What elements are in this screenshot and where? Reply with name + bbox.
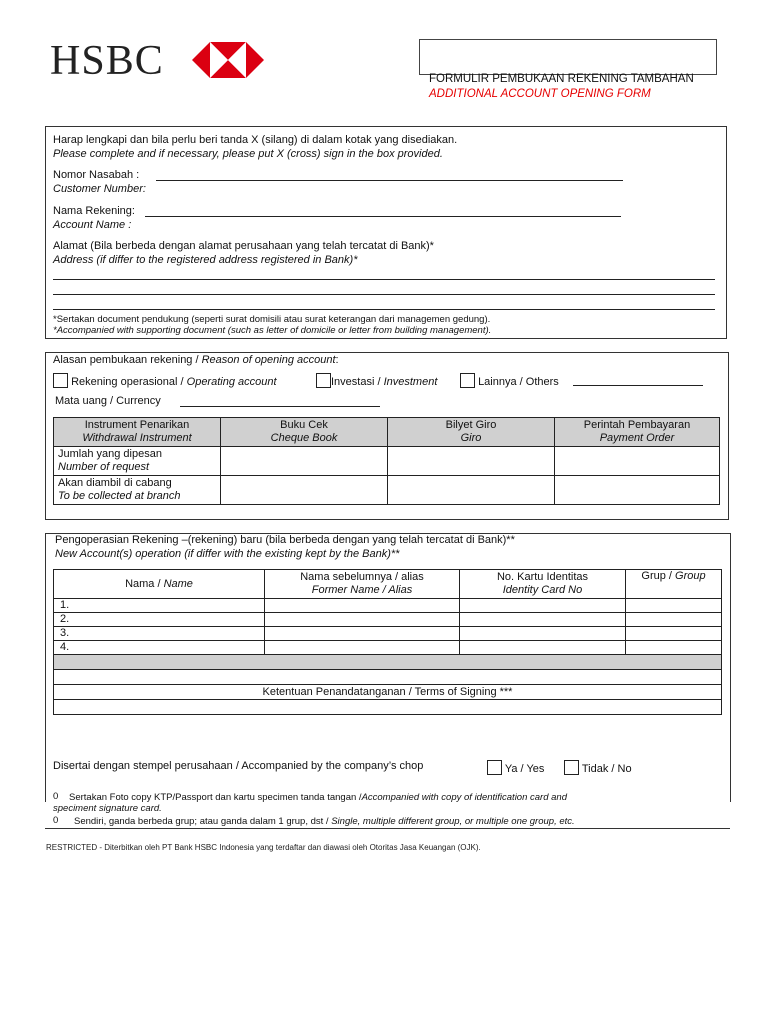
hsbc-hexagon-icon xyxy=(192,42,264,78)
note2-en: Single, multiple different group, or multiple one group, etc. xyxy=(331,816,575,827)
supporting-doc-note-id: *Sertakan document pendukung (seperti surat domisili atau surat keterangan dari managemen gedung). xyxy=(53,314,491,325)
identity-cell[interactable] xyxy=(460,613,626,627)
instruction-id: Harap lengkapi dan bila perlu beri tanda X (silang) di dalam kotak yang disediakan. xyxy=(53,134,458,146)
header-former-en: Former Name / Alias xyxy=(311,584,413,596)
header-identity-id: No. Kartu Identitas xyxy=(496,571,589,583)
blank-row[interactable] xyxy=(54,670,722,685)
signatory-header-row xyxy=(54,570,722,599)
row-label-request xyxy=(54,447,221,476)
header-name-id: Nama / xyxy=(125,577,164,590)
table-row xyxy=(54,670,722,685)
form-title-en: ADDITIONAL ACCOUNT OPENING FORM xyxy=(429,88,651,100)
account-name-label: Nama Rekening: xyxy=(53,205,135,217)
address-line-2[interactable] xyxy=(53,294,715,295)
account-name-label-en: Account Name : xyxy=(53,219,132,231)
table-row xyxy=(54,599,722,613)
identity-cell[interactable] xyxy=(460,627,626,641)
withdrawal-instrument-table xyxy=(53,417,720,505)
group-cell[interactable] xyxy=(626,627,722,641)
former-name-cell[interactable] xyxy=(265,641,460,655)
note2-line xyxy=(74,816,575,827)
chop-yes-option xyxy=(487,760,544,776)
row-number: 1. xyxy=(54,599,265,613)
group-cell[interactable] xyxy=(626,599,722,613)
header-cheque-id: Buku Cek xyxy=(280,419,328,431)
reference-box[interactable] xyxy=(419,39,717,75)
customer-number-label-en: Customer Number: xyxy=(53,183,146,195)
row-number: 2. xyxy=(54,613,265,627)
header-group-id: Grup / xyxy=(641,570,676,582)
chop-no-checkbox[interactable] xyxy=(564,760,579,775)
customer-number-label: Nomor Nasabah : xyxy=(53,169,140,181)
header-name-en: Name xyxy=(163,577,193,590)
reason-label xyxy=(53,354,339,367)
others-checkbox[interactable] xyxy=(460,373,475,388)
investment-label-en: Investment xyxy=(383,376,438,388)
payment-request-cell[interactable] xyxy=(555,447,720,476)
table-row xyxy=(54,685,722,700)
investment-checkbox[interactable] xyxy=(316,373,331,388)
form-title-id: FORMULIR PEMBUKAAN REKENING TAMBAHAN xyxy=(429,73,694,85)
former-name-cell[interactable] xyxy=(265,599,460,613)
chop-yes-label: Ya / Yes xyxy=(504,763,545,775)
chop-yes-checkbox[interactable] xyxy=(487,760,502,775)
instrument-header xyxy=(54,418,221,447)
bullet-marker: 0 xyxy=(53,791,59,802)
signatory-table xyxy=(53,569,722,715)
giro-branch-cell[interactable] xyxy=(388,476,555,505)
operation-label-en: New Account(s) operation (if differ with the existing kept by the Bank)** xyxy=(55,548,400,560)
cheque-book-header xyxy=(221,418,388,447)
customer-number-field[interactable] xyxy=(156,180,623,181)
hsbc-logo-text: HSBC xyxy=(50,38,164,84)
row-request-id: Jumlah yang dipesan xyxy=(58,448,162,460)
identity-header xyxy=(460,570,626,599)
row-number: 4. xyxy=(54,641,265,655)
payment-order-header xyxy=(555,418,720,447)
grey-divider-row xyxy=(54,655,722,670)
operating-label-en: Operating account xyxy=(186,376,277,388)
currency-field[interactable] xyxy=(180,406,380,407)
company-chop-question: Disertai dengan stempel perusahaan / Accompanied by the company’s chop xyxy=(53,760,424,772)
reason-label-colon: : xyxy=(335,354,339,366)
header-payment-en: Payment Order xyxy=(599,432,675,444)
header-group-en: Group xyxy=(675,570,706,582)
bullet-marker: 0 xyxy=(53,815,59,826)
identity-cell[interactable] xyxy=(460,599,626,613)
header-former-id: Nama sebelumnya / alias xyxy=(300,571,424,583)
giro-request-cell[interactable] xyxy=(388,447,555,476)
former-name-header xyxy=(265,570,460,599)
table-row xyxy=(54,641,722,655)
operating-account-checkbox[interactable] xyxy=(53,373,68,388)
table-row xyxy=(54,700,722,715)
account-name-field[interactable] xyxy=(145,216,621,217)
note1-id: Sertakan Foto copy KTP/Passport dan kartu specimen tanda tangan / xyxy=(69,792,362,803)
reason-label-id: Alasan pembukaan rekening / xyxy=(53,354,202,366)
operating-label-id: Rekening operasional / xyxy=(71,376,187,388)
option-others xyxy=(460,373,559,389)
option-investment xyxy=(316,373,437,389)
name-header xyxy=(54,570,265,599)
note1-line xyxy=(69,792,567,803)
note1-en-continued: speciment signature card. xyxy=(53,803,162,814)
currency-label: Mata uang / Currency xyxy=(55,395,161,407)
row-label-branch xyxy=(54,476,221,505)
former-name-cell[interactable] xyxy=(265,613,460,627)
chop-no-option xyxy=(564,760,632,776)
cheque-request-cell[interactable] xyxy=(221,447,388,476)
table-row xyxy=(54,476,720,505)
signing-terms-label: Ketentuan Penandatanganan / Terms of Signing *** xyxy=(54,685,722,700)
address-label: Alamat (Bila berbeda dengan alamat perusahaan yang telah tercatat di Bank)* xyxy=(53,240,434,252)
operation-label: Pengoperasian Rekening –(rekening) baru (bila berbeda dengan yang telah tercatat di Bank)** xyxy=(55,534,515,546)
address-label-en: Address (if differ to the registered address registered in Bank)* xyxy=(53,254,358,266)
address-line-1[interactable] xyxy=(53,279,715,280)
supporting-doc-note-en: *Accompanied with supporting document (such as letter of domicile or letter from building management). xyxy=(53,325,492,336)
header-instrument-id: Instrument Penarikan xyxy=(84,419,190,431)
address-line-3[interactable] xyxy=(53,309,715,310)
group-cell[interactable] xyxy=(626,641,722,655)
investment-label-id: Investasi / xyxy=(331,376,384,388)
table-row xyxy=(54,613,722,627)
header-cheque-en: Cheque Book xyxy=(270,432,338,444)
table-row xyxy=(54,627,722,641)
restricted-footer: RESTRICTED - Diterbitkan oleh PT Bank HSBC Indonesia yang terdaftar dan diawasi oleh Otoritas Jasa Keuangan (OJK). xyxy=(46,843,481,852)
instruction-en: Please complete and if necessary, please put X (cross) sign in the box provided. xyxy=(53,148,443,160)
section-bottom-rule xyxy=(45,828,730,829)
header-payment-id: Perintah Pembayaran xyxy=(583,419,691,431)
chop-no-label: Tidak / No xyxy=(581,763,632,775)
option-operating xyxy=(53,373,277,389)
giro-header xyxy=(388,418,555,447)
signing-terms-field[interactable] xyxy=(54,700,722,715)
former-name-cell[interactable] xyxy=(265,627,460,641)
row-number: 3. xyxy=(54,627,265,641)
reason-label-en: Reason of opening account xyxy=(201,354,336,366)
others-field[interactable] xyxy=(573,385,703,386)
cheque-branch-cell[interactable] xyxy=(221,476,388,505)
group-cell[interactable] xyxy=(626,613,722,627)
others-label: Lainnya / Others xyxy=(478,376,559,388)
note2-id: Sendiri, ganda berbeda grup; atau ganda dalam 1 grup, dst / xyxy=(74,816,332,827)
payment-branch-cell[interactable] xyxy=(555,476,720,505)
identity-cell[interactable] xyxy=(460,641,626,655)
group-header xyxy=(626,570,722,599)
table-row xyxy=(54,655,722,670)
header-giro-id: Bilyet Giro xyxy=(445,419,497,431)
row-request-en: Number of request xyxy=(58,461,150,473)
row-branch-id: Akan diambil di cabang xyxy=(58,477,172,489)
note1-en: Accompanied with copy of identification card and xyxy=(361,792,567,803)
header-instrument-en: Withdrawal Instrument xyxy=(82,432,192,444)
header-giro-en: Giro xyxy=(460,432,482,444)
instrument-header-row xyxy=(54,418,720,447)
header-identity-en: Identity Card No xyxy=(502,584,583,596)
row-branch-en: To be collected at branch xyxy=(58,490,181,502)
table-row xyxy=(54,447,720,476)
